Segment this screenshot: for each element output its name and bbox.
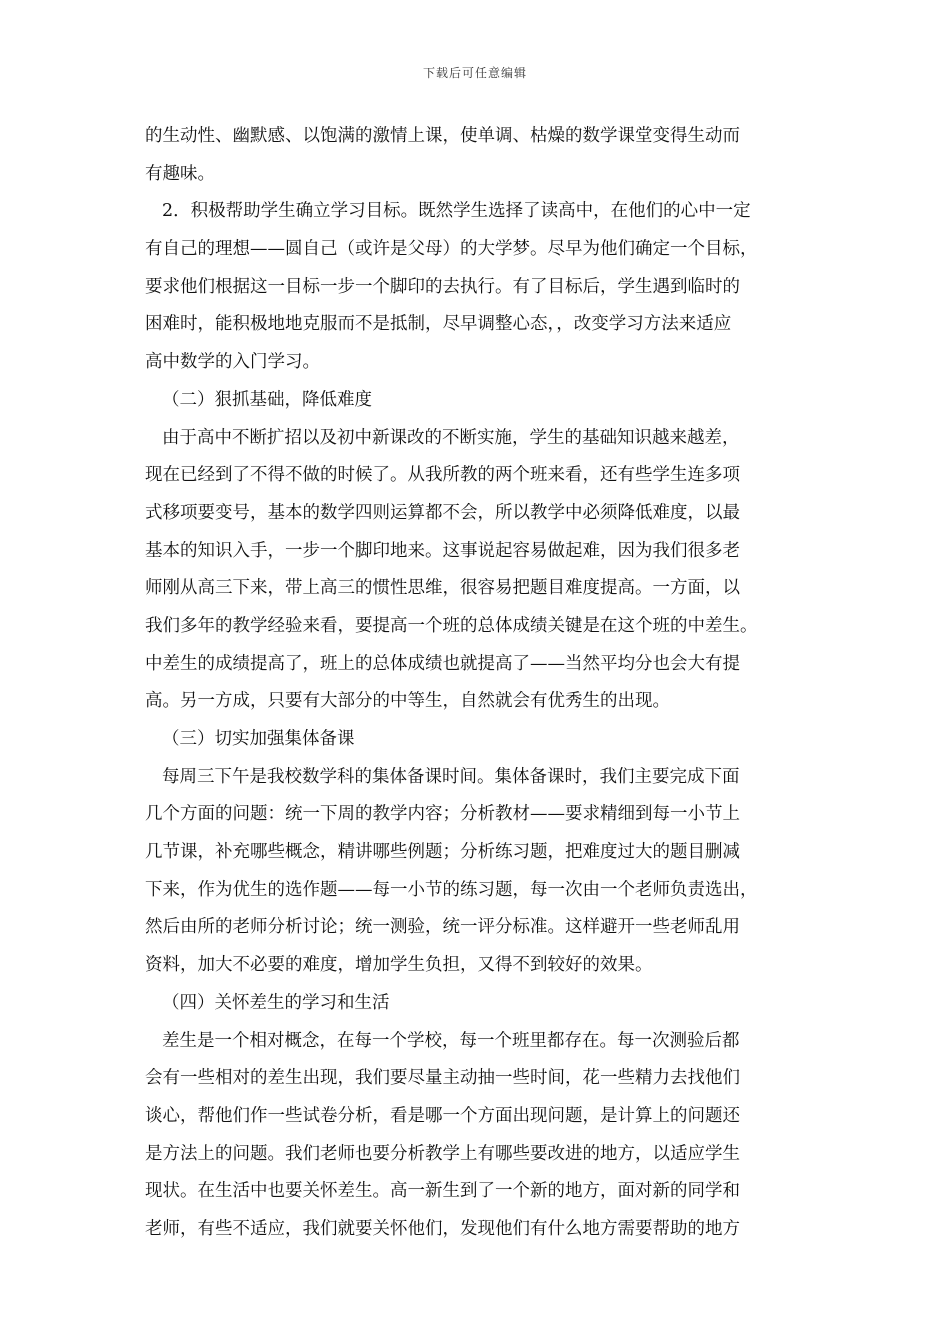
text-line: 差生是一个相对概念，在每一个学校，每一个班里都存在。每一次测验后都 [162, 1030, 740, 1051]
text-line: 有趣味。 [145, 163, 215, 184]
text-line: 的生动性、幽默感、以饱满的激情上课，使单调、枯燥的数学课堂变得生动而 [145, 126, 740, 146]
text-line: 然后由所的老师分析讨论；统一测验，统一评分标准。这样避开一些老师乱用 [145, 917, 740, 938]
text-line: （四）关怀差生的学习和生活 [162, 992, 390, 1013]
text-line: 资料，加大不必要的难度，增加学生负担，又得不到较好的效果。 [145, 955, 653, 976]
text-line: 困难时，能积极地地克服而不是抵制，尽早调整心态，，改变学习方法来适应 [145, 314, 732, 335]
text-line: 几个方面的问题：统一下周的教学内容；分析教材——要求精细到每一小节上 [145, 804, 740, 825]
text-line: 下来，作为优生的选作题——每一小节的练习题，每一次由一个老师负责选出， [145, 879, 758, 900]
document-body [145, 118, 810, 1249]
text-line: 老师，有些不适应，我们就要关怀他们，发现他们有什么地方需要帮助的地方 [145, 1218, 740, 1239]
text-line: 基本的知识入手，一步一个脚印地来。这事说起容易做起难，因为我们很多老 [145, 540, 740, 561]
text-line: 高中数学的入门学习。 [145, 352, 320, 373]
text-line: （三）切实加强集体备课 [162, 729, 355, 749]
text-line: 每周三下午是我校数学科的集体备课时间。集体备课时，我们主要完成下面 [162, 766, 740, 787]
text-line: 谈心，帮他们作一些试卷分析，看是哪一个方面出现问题，是计算上的问题还 [145, 1105, 740, 1126]
text-line: （二）狠抓基础，降低难度 [162, 389, 372, 410]
page-header: 下载后可任意编辑 [422, 66, 527, 80]
text-line: 几节课，补充哪些概念，精讲哪些例题；分析练习题，把难度过大的题目删减 [145, 842, 740, 863]
text-line: 中差生的成绩提高了，班上的总体成绩也就提高了——当然平均分也会大有提 [145, 653, 740, 674]
text-line: 师刚从高三下来，带上高三的惯性思维，很容易把题目难度提高。一方面，以 [145, 578, 740, 599]
text-line: 式移项要变号，基本的数学四则运算都不会，所以教学中必须降低难度，以最 [145, 502, 740, 523]
text-line: 有自己的理想——圆自己（或许是父母）的大学梦。尽早为他们确定一个目标， [145, 239, 758, 260]
text-line: 要求他们根据这一目标一步一个脚印的去执行。有了目标后，学生遇到临时的 [145, 276, 740, 297]
text-line: 现状。在生活中也要关怀差生。高一新生到了一个新的地方，面对新的同学和 [145, 1181, 740, 1202]
text-line: 会有一些相对的差生出现，我们要尽量主动抽一些时间，花一些精力去找他们 [145, 1068, 740, 1089]
text-line: 我们多年的教学经验来看，要提高一个班的总体成绩关键是在这个班的中差生。 [145, 615, 758, 636]
text-line: 现在已经到了不得不做的时候了。从我所教的两个班来看，还有些学生连多项 [145, 465, 740, 486]
text-line: 高。另一方成，只要有大部分的中等生，自然就会有优秀生的出现。 [145, 691, 670, 712]
text-line: 是方法上的问题。我们老师也要分析教学上有哪些要改进的地方，以适应学生 [145, 1143, 740, 1164]
text-line: 2．积极帮助学生确立学习目标。既然学生选择了读高中，在他们的心中一定 [162, 201, 751, 222]
text-line: 由于高中不断扩招以及初中新课改的不断实施，学生的基础知识越来越差， [162, 427, 740, 448]
